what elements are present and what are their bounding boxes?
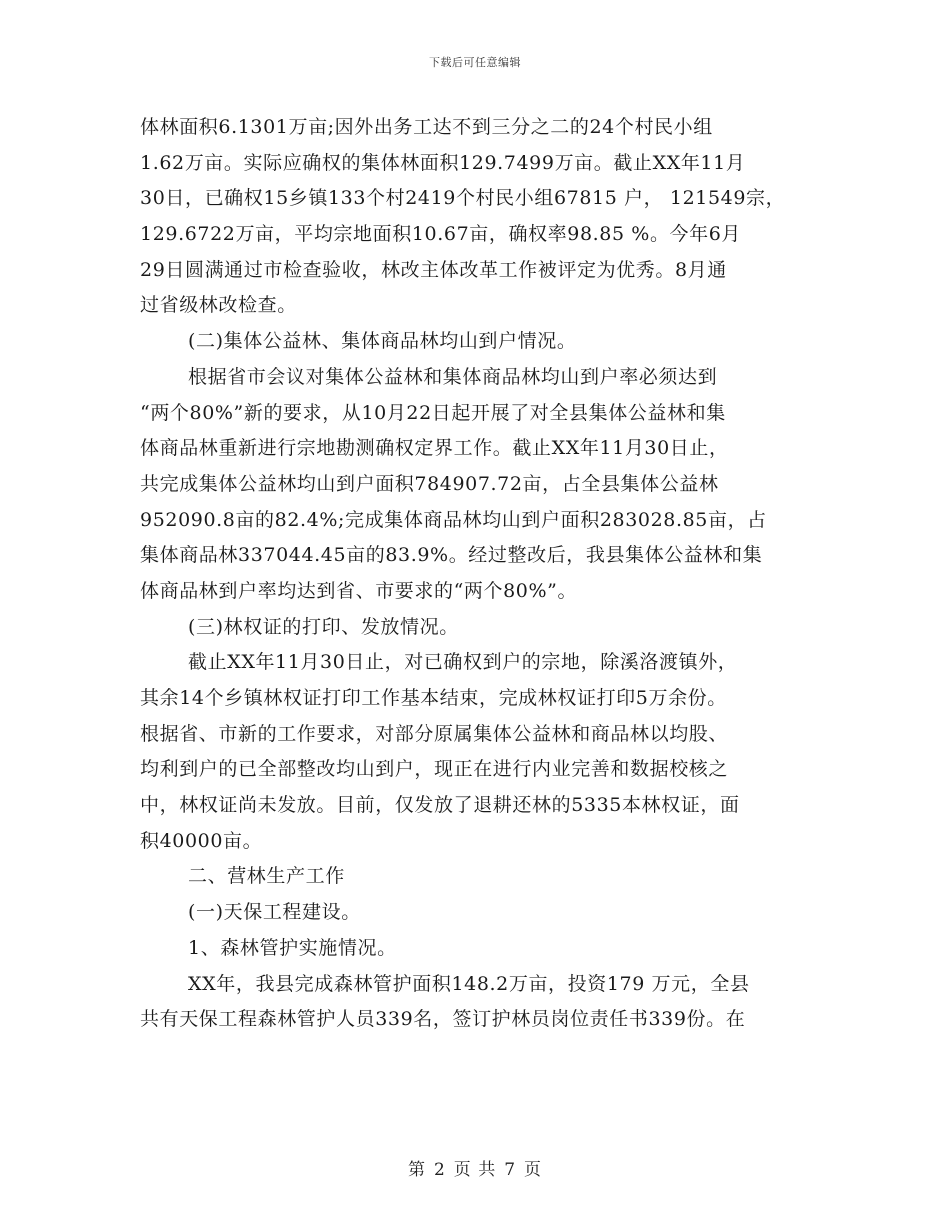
current-page-number: 2 bbox=[433, 1160, 446, 1180]
text-line: XX年，我县完成森林管护面积148.2万亩，投资179 万元，全县 bbox=[188, 972, 750, 995]
text-line: 过省级林改检查。 bbox=[140, 294, 297, 317]
text-line: 30日，已确权15乡镇133个村2419个村民小组67815 户， 121549宗， bbox=[140, 187, 786, 210]
text-line: 129.6722万亩，平均宗地面积10.67亩，确权率98.85 %。今年6月 bbox=[140, 223, 742, 246]
document-body bbox=[140, 110, 820, 1038]
text-line: 根据省市会议对集体公益林和集体商品林均山到户率必须达到 bbox=[188, 365, 718, 388]
text-line: “两个80%”新的要求，从10月22日起开展了对全县集体公益林和集 bbox=[140, 401, 726, 424]
page-header: 下载后可任意编辑 bbox=[429, 56, 521, 69]
section-heading: (一)天保工程建设。 bbox=[188, 901, 361, 924]
text-line: 共完成集体公益林均山到户面积784907.72亩，占全县集体公益林 bbox=[140, 472, 719, 495]
text-line: 根据省、市新的工作要求，对部分原属集体公益林和商品林以均股、 bbox=[140, 722, 729, 745]
footer-prefix: 第 bbox=[407, 1160, 426, 1180]
page-footer bbox=[0, 1155, 950, 1180]
footer-suffix: 页 bbox=[524, 1160, 543, 1180]
text-line: 952090.8亩的82.4%;完成集体商品林均山到户面积283028.85亩，占 bbox=[140, 508, 767, 531]
text-line: 共有天保工程森林管护人员339名，签订护林员岗位责任书339份。在 bbox=[140, 1008, 746, 1031]
total-page-number: 7 bbox=[504, 1160, 517, 1180]
text-line: 29日圆满通过市检查验收，林改主体改革工作被评定为优秀。8月通 bbox=[140, 258, 727, 281]
section-heading: (二)集体公益林、集体商品林均山到户情况。 bbox=[188, 330, 577, 353]
text-line: 积40000亩。 bbox=[140, 829, 263, 852]
text-line: 截止XX年11月30日止，对已确权到户的宗地，除溪洛渡镇外， bbox=[188, 651, 738, 674]
text-line: 1.62万亩。实际应确权的集体林面积129.7499万亩。截止XX年11月 bbox=[140, 151, 746, 174]
text-line: 集体商品林337044.45亩的83.9%。经过整改后，我县集体公益林和集 bbox=[140, 544, 763, 567]
section-heading: 1、森林管护实施情况。 bbox=[188, 936, 397, 959]
text-line: 其余14个乡镇林权证打印工作基本结束，完成林权证打印5万余份。 bbox=[140, 687, 727, 709]
text-line: 体商品林到户率均达到省、市要求的“两个80%”。 bbox=[140, 579, 578, 602]
text-line: 体林面积6.1301万亩;因外出务工达不到三分之二的24个村民小组 bbox=[140, 116, 713, 138]
section-heading: (三)林权证的打印、发放情况。 bbox=[188, 615, 459, 638]
text-line: 体商品林重新进行宗地勘测确权定界工作。截止XX年11月30日止， bbox=[140, 437, 729, 460]
text-line: 中，林权证尚未发放。目前，仅发放了退耕还林的5335本林权证，面 bbox=[140, 794, 740, 817]
footer-middle: 页 共 bbox=[453, 1160, 497, 1180]
text-line: 均利到户的已全部整改均山到户，现正在进行内业完善和数据校核之 bbox=[140, 758, 729, 781]
section-heading: 二、营林生产工作 bbox=[188, 865, 345, 888]
